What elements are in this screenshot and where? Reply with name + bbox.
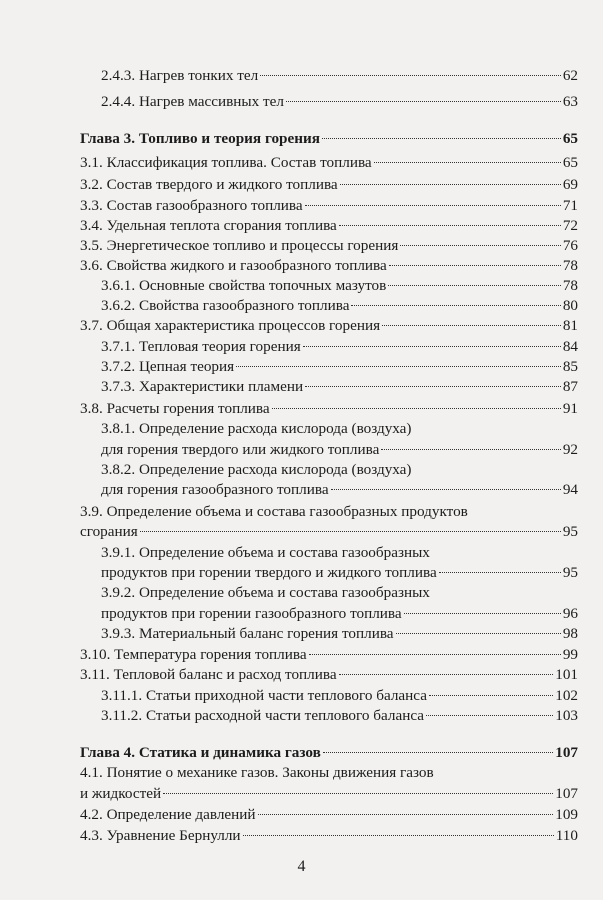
toc-entry-page: 78 (562, 277, 578, 294)
toc-entry-page: 109 (555, 806, 578, 823)
toc-entry (80, 399, 578, 419)
toc-entry-title: 3.3. Состав газообразного топлива (80, 197, 303, 214)
dot-leader (286, 101, 561, 102)
toc-entry-title: 3.10. Температура горения топлива (80, 646, 307, 663)
dot-leader (382, 325, 561, 326)
dot-leader (426, 715, 553, 716)
toc-entry-page: 96 (562, 605, 578, 622)
page-number: 4 (297, 858, 306, 875)
toc-entry-title: 3.1. Классификация топлива. Состав топлива (80, 154, 372, 171)
toc-entry-page: 65 (562, 130, 578, 147)
toc-entry (101, 583, 578, 603)
toc-entry (80, 236, 578, 256)
toc-entry (101, 624, 578, 644)
dot-leader (339, 674, 554, 675)
toc-entry (80, 316, 578, 336)
toc-entry-title: 4.1. Понятие о механике газов. Законы движения газов (80, 764, 434, 781)
toc-entry-title: продуктов при горении газообразного топлива (101, 605, 402, 622)
toc-entry-page: 87 (562, 378, 578, 395)
toc-entry-title: 3.9.3. Материальный баланс горения топлива (101, 625, 394, 642)
toc-entry-title: 3.5. Энергетическое топливо и процессы горения (80, 237, 399, 254)
toc-entry-page: 92 (562, 441, 578, 458)
toc-entry (80, 826, 578, 846)
toc-entry-page: 80 (562, 297, 578, 314)
dot-leader (331, 489, 561, 490)
toc-entry (101, 480, 578, 500)
toc-entry-title: Глава 3. Топливо и теория горения (80, 130, 320, 147)
dot-leader (236, 366, 561, 367)
toc-entry-title: 4.3. Уравнение Бернулли (80, 827, 241, 844)
toc-entry-title: 3.11.2. Статьи расходной части теплового баланса (101, 707, 424, 724)
toc-entry-title: 3.7.3. Характеристики пламени (101, 378, 304, 395)
toc-entry (80, 502, 578, 522)
toc-entry-title: 3.8.1. Определение расхода кислорода (воздуха) (101, 420, 412, 437)
toc-entry-title: 3.6.2. Свойства газообразного топлива (101, 297, 350, 314)
toc-entry (80, 763, 578, 783)
toc-entry-page: 99 (562, 646, 578, 663)
toc-entry-title: 4.2. Определение давлений (80, 806, 256, 823)
dot-leader (374, 162, 561, 163)
toc-entry-page: 101 (555, 666, 578, 683)
dot-leader (303, 346, 561, 347)
toc-entry-page: 63 (562, 93, 578, 110)
toc-entry (101, 419, 578, 439)
toc-entry-page: 110 (555, 827, 578, 844)
toc-entry-page: 84 (562, 338, 578, 355)
toc-entry-title: 3.8.2. Определение расхода кислорода (воздуха) (101, 461, 412, 478)
toc-entry-title: 3.9.2. Определение объема и состава газообразных (101, 584, 430, 601)
dot-leader (305, 386, 561, 387)
dot-leader (381, 449, 560, 450)
toc-entry (101, 357, 578, 377)
toc-entry-title: Глава 4. Статика и динамика газов (80, 744, 321, 761)
toc-entry-page: 94 (562, 481, 578, 498)
toc-entry-page: 95 (562, 523, 578, 540)
dot-leader (429, 695, 553, 696)
toc-entry (101, 604, 578, 624)
toc-entry-title: 3.7.2. Цепная теория (101, 358, 235, 375)
dot-leader (389, 265, 561, 266)
toc-entry (101, 276, 578, 296)
dot-leader (272, 408, 561, 409)
toc-entry-title: для горения твердого или жидкого топлива (101, 441, 380, 458)
toc-entry-page: 72 (562, 217, 578, 234)
toc-entry-page: 95 (562, 564, 578, 581)
dot-leader (339, 225, 561, 226)
toc-entry (101, 92, 578, 112)
toc-entry (101, 296, 578, 316)
toc-entry-page: 69 (562, 176, 578, 193)
toc-entry (101, 66, 578, 86)
toc-entry-page: 71 (562, 197, 578, 214)
toc-entry-title: для горения газообразного топлива (101, 481, 329, 498)
toc-entry-title: 2.4.4. Нагрев массивных тел (101, 93, 284, 110)
dot-leader (163, 793, 553, 794)
dot-leader (351, 305, 560, 306)
dot-leader (322, 138, 561, 139)
toc-entry (80, 256, 578, 276)
toc-entry-page: 102 (555, 687, 578, 704)
toc-entry (80, 129, 578, 149)
toc-entry (101, 460, 578, 480)
dot-leader (400, 245, 560, 246)
toc-entry-title: 3.6. Свойства жидкого и газообразного топлива (80, 257, 387, 274)
dot-leader (396, 633, 561, 634)
toc-entry (80, 743, 578, 763)
toc-entry-title: 3.4. Удельная теплота сгорания топлива (80, 217, 337, 234)
toc-entry (101, 440, 578, 460)
toc-entry-title: сгорания (80, 523, 138, 540)
toc-entry-page: 98 (562, 625, 578, 642)
dot-leader (258, 814, 554, 815)
toc-entry-page: 78 (562, 257, 578, 274)
toc-entry-title: 3.9. Определение объема и состава газообразных продуктов (80, 503, 468, 520)
dot-leader (140, 531, 561, 532)
toc-entry-title: 3.8. Расчеты горения топлива (80, 400, 270, 417)
toc-entry-title: 3.7. Общая характеристика процессов горения (80, 317, 381, 334)
toc-entry (101, 377, 578, 397)
dot-leader (323, 752, 553, 753)
toc-entry-title: продуктов при горении твердого и жидкого топлива (101, 564, 437, 581)
toc-entry (80, 784, 578, 804)
toc-entry-page: 62 (562, 67, 578, 84)
toc-entry-title: 3.11. Тепловой баланс и расход топлива (80, 666, 337, 683)
toc-entry-page: 107 (555, 785, 578, 802)
toc-entry-page: 65 (562, 154, 578, 171)
toc-entry-title: 3.6.1. Основные свойства топочных мазутов (101, 277, 387, 294)
toc-entry-page: 91 (562, 400, 578, 417)
toc-entry-title: 3.9.1. Определение объема и состава газообразных (101, 544, 430, 561)
toc-entry-title: 3.2. Состав твердого и жидкого топлива (80, 176, 338, 193)
toc-entry-page: 107 (555, 744, 578, 761)
toc-entry (101, 337, 578, 357)
toc-entry-page: 103 (555, 707, 578, 724)
toc-entry (80, 153, 578, 173)
toc-entry (80, 196, 578, 216)
dot-leader (388, 285, 561, 286)
toc-entry (80, 175, 578, 195)
toc-entry-title: 3.11.1. Статьи приходной части теплового баланса (101, 687, 427, 704)
toc-entry-page: 81 (562, 317, 578, 334)
dot-leader (404, 613, 561, 614)
toc-entry (101, 686, 578, 706)
toc-entry (101, 543, 578, 563)
dot-leader (340, 184, 561, 185)
dot-leader (243, 835, 554, 836)
toc-entry-title: 3.7.1. Тепловая теория горения (101, 338, 301, 355)
dot-leader (260, 75, 561, 76)
toc-entry (80, 665, 578, 685)
dot-leader (439, 572, 561, 573)
toc-entry (80, 216, 578, 236)
toc-entry-page: 85 (562, 358, 578, 375)
toc-entry-page: 76 (562, 237, 578, 254)
toc-entry-title: и жидкостей (80, 785, 162, 802)
toc-entry (101, 563, 578, 583)
dot-leader (305, 205, 561, 206)
toc-entry-title: 2.4.3. Нагрев тонких тел (101, 67, 259, 84)
toc-entry (80, 522, 578, 542)
toc-entry (80, 805, 578, 825)
dot-leader (309, 654, 561, 655)
toc-entry (101, 706, 578, 726)
toc-entry (80, 645, 578, 665)
